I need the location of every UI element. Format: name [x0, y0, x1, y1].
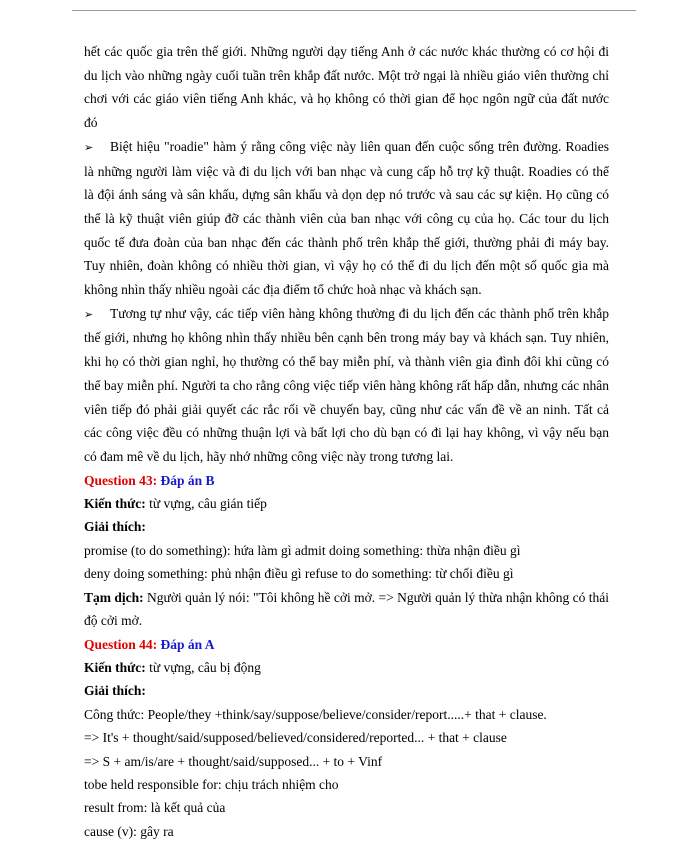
header-rule [72, 10, 636, 11]
question-43-line-2: deny doing something: phủ nhận điều gì refuse to do something: từ chối điều gì [84, 566, 514, 582]
question-43-knowledge [84, 492, 609, 515]
explain-label: Giải thích: [84, 519, 146, 535]
question-44-label: Question 44: [84, 636, 158, 652]
paragraph-2 [84, 135, 609, 302]
question-44-line-3: => S + am/is/are + thought/said/supposed... + to + Vinf [84, 753, 383, 769]
knowledge-text: từ vựng, câu gián tiếp [149, 496, 267, 512]
question-44-heading [84, 633, 609, 656]
document-body [84, 40, 609, 843]
passage [84, 40, 609, 469]
question-44-line-4: tobe held responsible for: chịu trách nhiệm cho [84, 776, 339, 792]
knowledge-label: Kiến thức: [84, 496, 146, 512]
explain-label: Giải thích: [84, 683, 146, 699]
knowledge-label: Kiến thức: [84, 659, 146, 675]
bullet-arrow-icon: ➢ [84, 140, 94, 154]
question-44-line-6: cause (v): gây ra [84, 823, 174, 839]
paragraph-3-text: Tương tự như vậy, các tiếp viên hàng không thường đi du lịch đến các thành phố trên khắp thế giới, nhưng họ không nhìn thấy nhiều bên cạnh bên trong máy bay và khách sạn. Tuy nhiên, khi họ có thời gian nghỉ, họ thường có thể bay miễn phí, và thành viên gia đình đôi khi cũng có thể bay miễn phí. Người ta cho rằng công việc tiếp viên hàng không rất hấp dẫn, nhưng các nhân viên tiếp đó phải giải quyết các rắc rối về chuyến bay, cũng như các vấn đề về an ninh. Tất cả các công việc đều có những thuận lợi và bất lợi cho dù bạn có đi lại hay không, vì vậy nếu bạn có đam mê về du lịch, hãy nhớ những công việc này trong tương lai. [84, 305, 609, 464]
paragraph-1: hết các quốc gia trên thế giới. Những người dạy tiếng Anh ở các nước khác thường có cơ hội đi du lịch vào những ngày cuối tuần trên khắp đất nước. Một trở ngại là nhiều giáo viên thường chỉ chơi với các giáo viên tiếng Anh khác, và họ không có thời gian để học ngôn ngữ của đất nước đó [84, 44, 609, 131]
question-43-translation [84, 586, 609, 633]
question-43-section [84, 469, 609, 633]
question-43-answer: Đáp án B [160, 472, 215, 488]
knowledge-text: từ vựng, câu bị động [149, 659, 261, 675]
question-44-line-5: result from: là kết quả của [84, 800, 226, 816]
bullet-arrow-icon: ➢ [84, 307, 94, 321]
translation-label: Tạm dịch: [84, 589, 144, 605]
question-44-line-1: Công thức: People/they +think/say/suppose/believe/consider/report.....+ that + clause. [84, 706, 547, 722]
question-43-line-1: promise (to do something): hứa làm gì admit doing something: thừa nhận điều gì [84, 542, 521, 558]
question-44-knowledge [84, 656, 609, 679]
question-43-heading [84, 469, 609, 492]
question-44-section [84, 633, 609, 844]
paragraph-3 [84, 302, 609, 469]
translation-text: Người quản lý nói: "Tôi không hề cởi mở. => Người quản lý thừa nhận không có thái độ cởi mở. [84, 589, 609, 629]
question-44-answer: Đáp án A [160, 636, 215, 652]
question-43-label: Question 43: [84, 472, 158, 488]
paragraph-2-text: Biệt hiệu "roadie" hàm ý rằng công việc này liên quan đến cuộc sống trên đường. Roadies là những người làm việc và đi du lịch với ban nhạc và cung cấp hỗ trợ kỹ thuật. Roadies có thể là đội ánh sáng và sân khấu, dựng sân khấu và dọn dẹp nó trước và sau các sự kiện. Họ cũng có thể là kỹ thuật viên giúp đỡ các thành viên của ban nhạc với công cụ của họ. Các tour du lịch quốc tế đưa đoàn của ban nhạc đến các thành phố trên khắp thế giới, thường phải đi máy bay. Tuy nhiên, đoàn không có nhiều thời gian, vì vậy họ có thể đi du lịch đến một số quốc gia mà không nhìn thấy nhiều ngoài các địa điểm tổ chức hoà nhạc và khách sạn. [84, 138, 609, 298]
question-44-line-2: => It's + thought/said/supposed/believed/considered/reported... + that + clause [84, 730, 507, 746]
